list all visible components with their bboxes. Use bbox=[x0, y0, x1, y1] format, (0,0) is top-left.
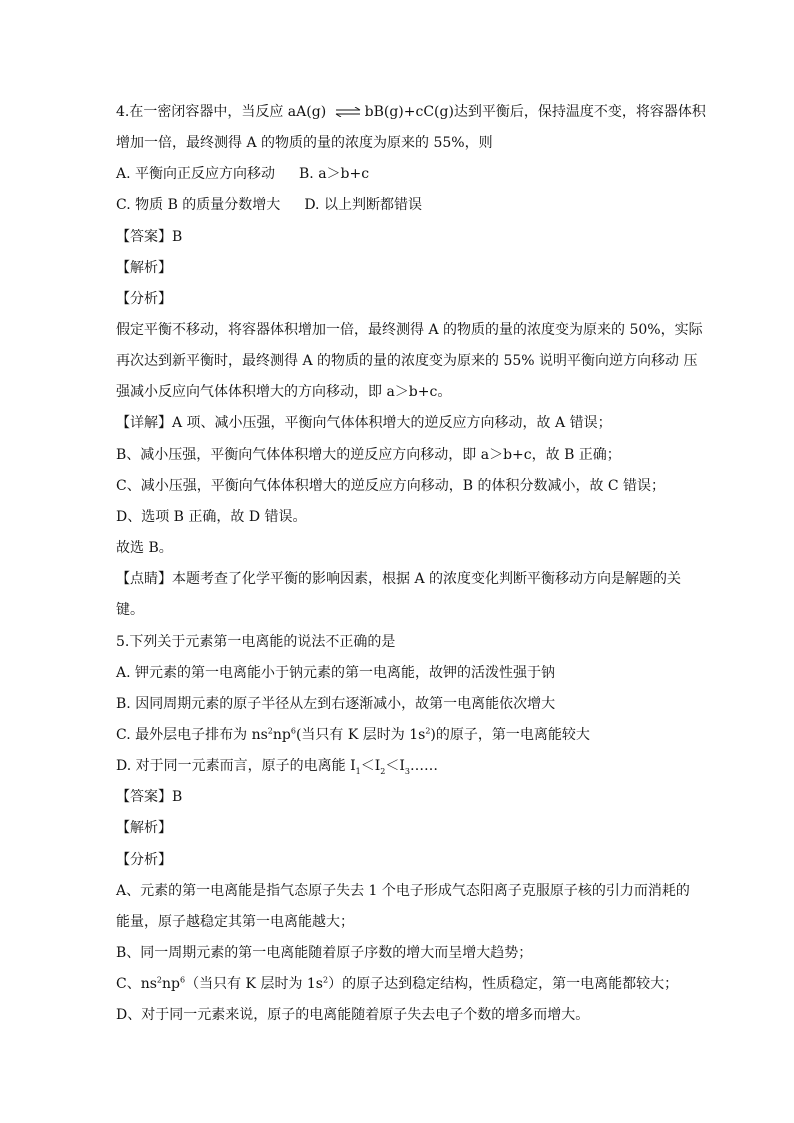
q5-analysis-c bbox=[116, 975, 678, 993]
q5-analysis-c-part-1: C、ns bbox=[116, 976, 157, 992]
q5-option-c bbox=[116, 726, 590, 744]
q5-fenxi-heading: 【分析】 bbox=[116, 852, 172, 868]
q5-option-d bbox=[116, 757, 438, 775]
q5-option-c-sup-3: 2 bbox=[425, 726, 431, 736]
q4-jiexi-heading: 【解析】 bbox=[116, 260, 172, 276]
q4-fenxi-heading: 【分析】 bbox=[116, 291, 172, 307]
q5-option-c-part-1: C. 最外层电子排布为 ns bbox=[116, 727, 268, 743]
q5-analysis-c-sup-1: 2 bbox=[156, 975, 163, 985]
q5-analysis-a-line-2: 能量，原子越稳定其第一电离能越大； bbox=[116, 914, 354, 930]
q5-jiexi-heading: 【解析】 bbox=[116, 820, 172, 836]
q4-stem-line-1 bbox=[116, 103, 706, 121]
q5-analysis-d: D、对于同一元素来说，原子的电离能随着原子失去电子个数的增多而增大。 bbox=[116, 1007, 590, 1023]
q4-stem-part-a: 4.在一密闭容器中，当反应 aA(g) bbox=[116, 104, 331, 120]
q5-option-c-part-3: (当只有 K 层时为 1s bbox=[295, 727, 426, 743]
q4-option-c: C. 物质 B 的质量分数增大 bbox=[116, 197, 281, 213]
q4-options-cd bbox=[116, 196, 422, 214]
q5-analysis-c-part-2: np bbox=[162, 976, 180, 992]
q4-option-a: A. 平衡向正反应方向移动 bbox=[116, 166, 276, 182]
q5-option-d-part-2: ＜I bbox=[360, 758, 381, 774]
q5-analysis-a-line-1: A、元素的第一电离能是指气态原子失去 1 个电子形成气态阳离子克服原子核的引力而消耗的 bbox=[116, 883, 690, 899]
q4-detail-line-1: 【详解】A 项、减小压强，平衡向气体体积增大的逆反应方向移动，故 A 错误； bbox=[116, 415, 612, 431]
q5-option-c-sup-2: 6 bbox=[290, 726, 296, 736]
q4-option-b: B. a＞b+c bbox=[299, 166, 370, 182]
equilibrium-arrow-icon bbox=[335, 107, 361, 117]
q5-option-d-part-1: D. 对于同一元素而言，原子的电离能 I bbox=[116, 758, 356, 774]
q4-analysis-line-3: 强减小反应向气体体积增大的方向移动，即 a＞b+c。 bbox=[116, 384, 452, 400]
q5-option-d-sub-3: 3 bbox=[404, 766, 410, 776]
q5-option-d-part-3: ＜I bbox=[385, 758, 405, 774]
q4-option-d: D. 以上判断都错误 bbox=[304, 197, 422, 213]
q4-stem-part-b: bB(g)+cC(g)达到平衡后，保持温度不变，将容器体积 bbox=[364, 104, 706, 120]
q4-dianjing-line-1: 【点睛】本题考查了化学平衡的影响因素，根据 A 的浓度变化判断平衡移动方向是解题的关 bbox=[116, 571, 682, 587]
q4-dianjing-line-2: 键。 bbox=[116, 602, 144, 618]
q5-option-d-part-4: …… bbox=[409, 758, 438, 774]
q5-option-d-sub-1: 1 bbox=[355, 766, 361, 776]
q4-stem-line-2: 增加一倍，最终测得 A 的物质的量的浓度为原来的 55%，则 bbox=[116, 135, 493, 151]
q4-detail-line-4: D、选项 B 正确，故 D 错误。 bbox=[116, 509, 307, 525]
q5-option-c-sup-1: 2 bbox=[267, 726, 273, 736]
q5-analysis-c-sup-3: 2 bbox=[323, 975, 329, 985]
q4-options-ab bbox=[116, 165, 369, 183]
q5-option-c-part-4: )的原子，第一电离能较大 bbox=[430, 727, 590, 743]
q5-analysis-b: B、同一周期元素的第一电离能随着原子序数的增大而呈增大趋势； bbox=[116, 945, 533, 961]
q4-detail-line-2: B、减小压强，平衡向气体体积增大的逆反应方向移动，即 a＞b+c，故 B 正确； bbox=[116, 447, 621, 463]
q5-analysis-c-sup-2: 6 bbox=[180, 975, 186, 985]
q4-conclusion: 故选 B。 bbox=[116, 540, 173, 556]
q4-analysis-line-1: 假定平衡不移动，将容器体积增加一倍，最终测得 A 的物质的量的浓度变为原来的 50%，实际 bbox=[116, 322, 703, 338]
q5-stem: 5.下列关于元素第一电离能的说法不正确的是 bbox=[116, 634, 396, 650]
q5-option-c-part-2: np bbox=[272, 727, 291, 743]
q5-analysis-c-part-3: （当只有 K 层时为 1s bbox=[185, 976, 323, 992]
q4-analysis-line-2: 再次达到新平衡时，最终测得 A 的物质的量的浓度变为原来的 55% 说明平衡向逆方向移动 压 bbox=[116, 353, 698, 369]
q5-option-d-sub-2: 2 bbox=[380, 766, 386, 776]
q5-answer: 【答案】B bbox=[116, 789, 183, 805]
q4-answer: 【答案】B bbox=[116, 229, 183, 245]
q5-analysis-c-part-4: ）的原子达到稳定结构，性质稳定，第一电离能都较大； bbox=[328, 976, 679, 992]
q4-detail-line-3: C、减小压强，平衡向气体体积增大的逆反应方向移动，B 的体积分数减小，故 C 错误； bbox=[116, 478, 666, 494]
q5-option-a: A. 钾元素的第一电离能小于钠元素的第一电离能，故钾的活泼性强于钠 bbox=[116, 665, 556, 681]
q5-option-b: B. 因同周期元素的原子半径从左到右逐渐减小，故第一电离能依次增大 bbox=[116, 696, 556, 712]
